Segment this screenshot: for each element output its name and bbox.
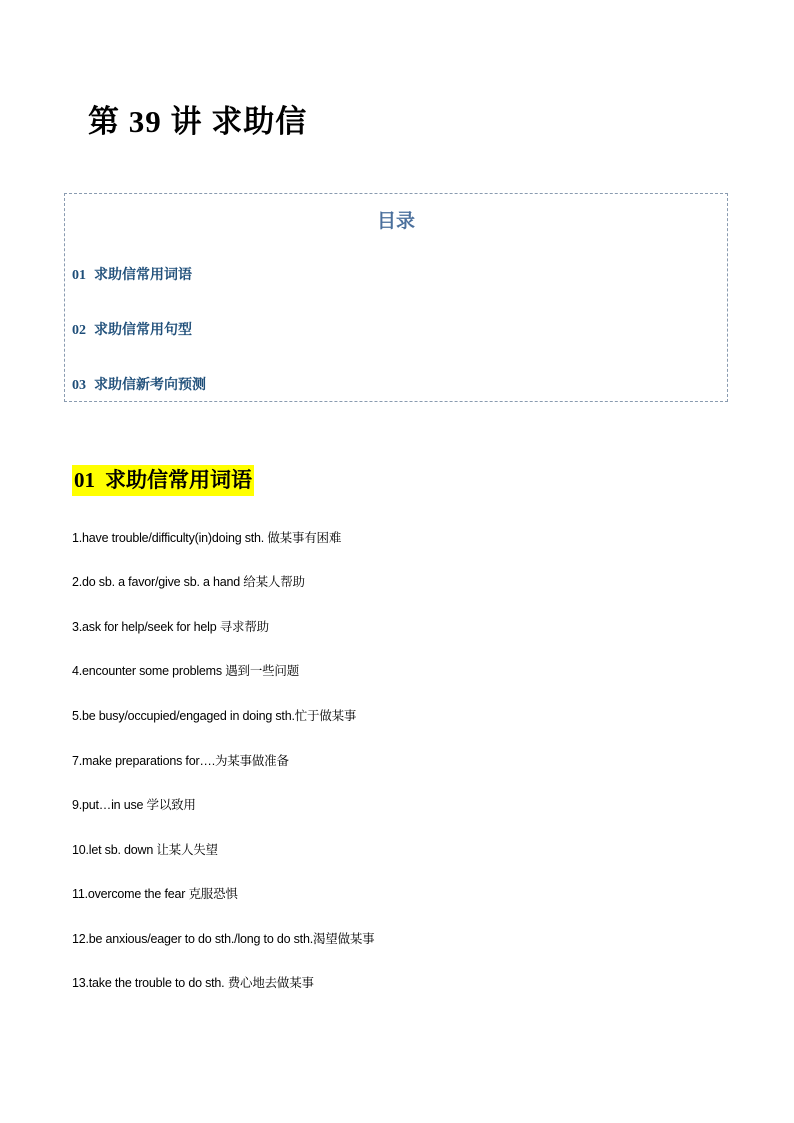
toc-heading: 目录 (376, 210, 415, 232)
phrase-item: 7.make preparations for….为某事做准备 (72, 754, 289, 768)
section-label: 求助信常用词语 (105, 468, 252, 492)
phrase-item: 3.ask for help/seek for help 寻求帮助 (72, 620, 269, 634)
toc-item-label: 求助信新考向预测 (94, 377, 206, 393)
toc-item-label: 求助信常用词语 (94, 267, 192, 283)
toc-item-number: 01 (72, 268, 86, 283)
toc-item-03[interactable] (72, 374, 206, 394)
toc-item-number: 02 (72, 323, 86, 338)
phrase-item: 5.be busy/occupied/engaged in doing sth.忙于做某事 (72, 709, 357, 723)
phrase-item: 11.overcome the fear 克服恐惧 (72, 887, 238, 901)
toc-item-01[interactable] (72, 264, 192, 284)
toc-item-label: 求助信常用句型 (94, 322, 192, 338)
toc-item-number: 03 (72, 378, 86, 393)
table-of-contents (64, 193, 728, 402)
page-title: 第 39 讲 求助信 (88, 104, 308, 139)
toc-item-02[interactable] (72, 319, 192, 339)
phrase-item: 9.put…in use 学以致用 (72, 798, 196, 812)
phrase-item: 10.let sb. down 让某人失望 (72, 843, 218, 857)
phrase-item: 12.be anxious/eager to do sth./long to do sth.渴望做某事 (72, 932, 375, 946)
section-heading (72, 465, 254, 496)
phrase-item: 4.encounter some problems 遇到一些问题 (72, 664, 300, 678)
section-number: 01 (74, 468, 95, 492)
phrase-item: 2.do sb. a favor/give sb. a hand 给某人帮助 (72, 575, 305, 589)
phrase-item: 13.take the trouble to do sth. 费心地去做某事 (72, 976, 314, 990)
phrase-item: 1.have trouble/difficulty(in)doing sth. 做某事有困难 (72, 531, 342, 545)
